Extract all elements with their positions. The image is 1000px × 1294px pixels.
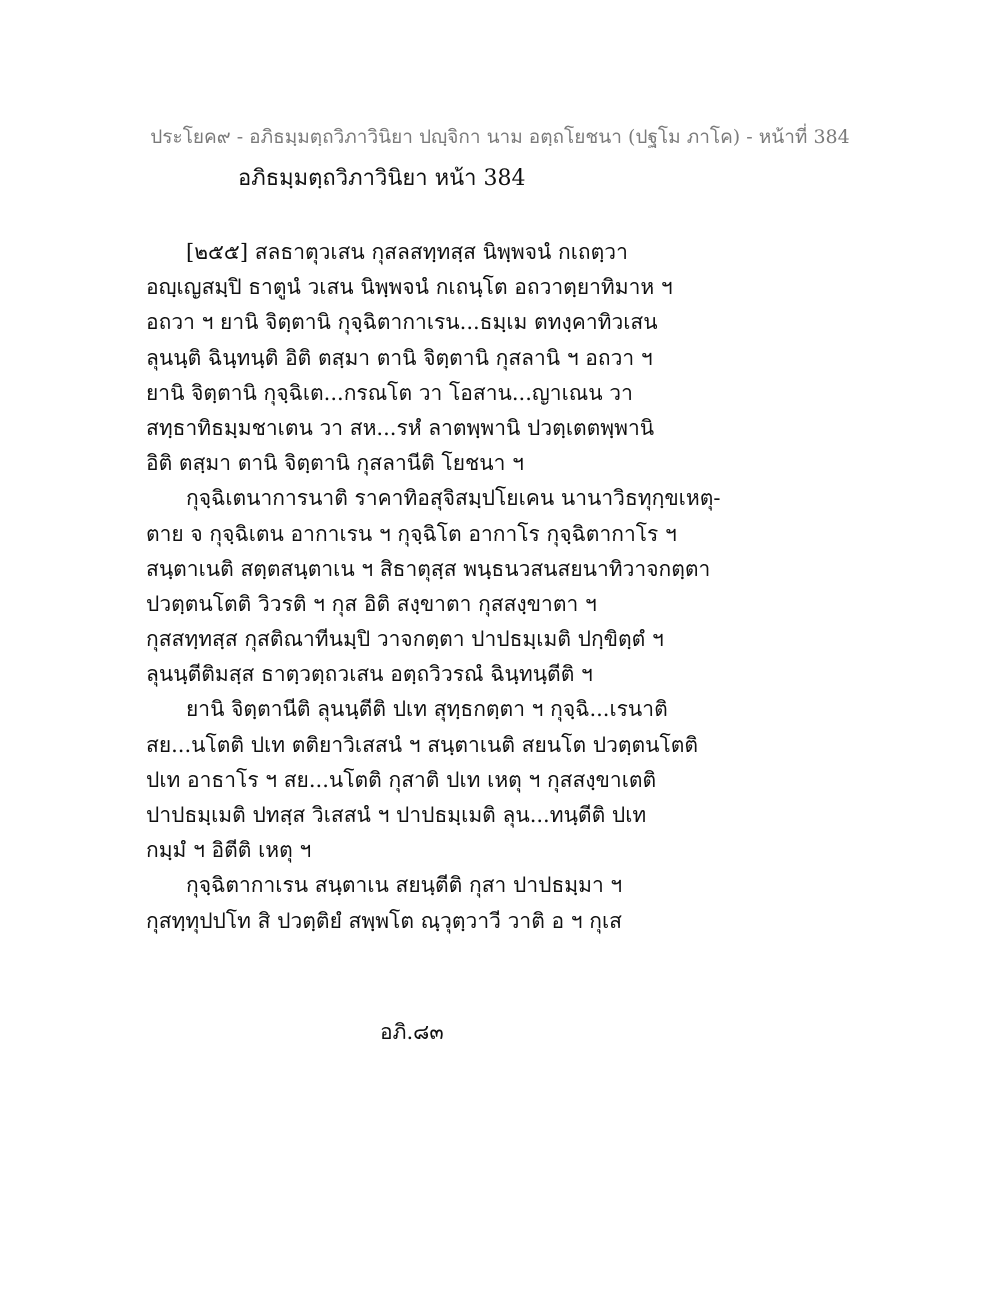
text-line: อิติ ตสฺมา ตานิ จิตฺตานิ กุสลานีติ โยชนา ฯ	[146, 451, 524, 476]
text-line: ปเท อาธาโร ฯ สย...นโตติ กุสาติ ปเท เหตุ ฯ กุสสงฺขาเตติ	[146, 767, 657, 792]
body-text	[146, 235, 721, 939]
text-line: อถวา ฯ ยานิ จิตฺตานิ กุจฺฉิตากาเรน...ธมฺเม ตทงฺคาทิวเสน	[146, 310, 658, 335]
text-line: ลุนนฺตีติมสฺส ธาตฺวตฺถวเสน อตฺถวิวรณํ ฉินฺทนฺตีติ ฯ	[146, 662, 593, 687]
text-line: อญฺเญสมฺปิ ธาตูนํ วเสน นิพฺพจนํ กเถนฺโต อถวาตฺยาทิมาห ฯ	[146, 275, 673, 300]
page-footer-label: อภิ.๘๓	[380, 1020, 444, 1044]
text-line: ยานิ จิตฺตานิ กุจฺฉิเต...กรณโต วา โอสาน...ญาเณน วา	[146, 380, 633, 405]
text-line: กุจฺฉิเตนาการนาติ ราคาทิอสุจิสมฺปโยเคน นานาวิธทุกฺขเหตุ-	[186, 486, 721, 511]
text-line: กุสทฺทุปปโท สิ ปวตฺติยํ สพฺพโต ณฺวุตฺวาวี วาติ อ ฯ กุเส	[146, 908, 622, 933]
text-line: กุจฺฉิตากาเรน สนฺตาเน สยนฺตีติ กุสา ปาปธมฺมา ฯ	[186, 873, 623, 898]
text-line: ลุนนฺติ ฉินฺทนฺติ อิติ ตสฺมา ตานิ จิตฺตานิ กุสลานิ ฯ อถวา ฯ	[146, 345, 653, 370]
page-title: อภิธมฺมตฺถวิภาวินิยา หน้า 384	[238, 166, 526, 191]
text-line: กุสสทฺทสฺส กุสติณาทีนมฺปิ วาจกตฺตา ปาปธมฺเมติ ปกฺขิตฺตํ ฯ	[146, 627, 664, 652]
text-line: สนฺตาเนติ สตฺตสนฺตาเน ฯ สิธาตุสฺส พนฺธนวสนสยนาทิวาจกตฺตา	[146, 556, 711, 581]
text-line: สทฺธาทิธมฺมชาเตน วา สห...รหํ ลาตพฺพานิ ปวตฺเตตพฺพานิ	[146, 415, 655, 440]
text-line: ปวตฺตนโตติ วิวรติ ฯ กุส อิติ สงฺขาตา กุสสงฺขาตา ฯ	[146, 591, 597, 616]
text-line: สย...นโตติ ปเท ตติยาวิเสสนํ ฯ สนฺตาเนติ สยนโต ปวตฺตนโตติ	[146, 732, 699, 757]
running-head: ประโยค๙ - อภิธมฺมตฺถวิภาวินิยา ปญฺจิกา นาม อตฺถโยชนา (ปฐโม ภาโค) - หน้าที่ 384	[150, 126, 850, 148]
text-line: กมฺมํ ฯ อิตีติ เหตุ ฯ	[146, 838, 312, 863]
text-line: ยานิ จิตฺตานีติ ลุนนฺตีติ ปเท สุทฺธกตฺตา ฯ กุจฺฉิ...เรนาติ	[186, 697, 668, 722]
text-line: ปาปธมฺเมติ ปทสฺส วิเสสนํ ฯ ปาปธมฺเมติ ลุน...ทนฺตีติ ปเท	[146, 803, 647, 827]
text-line: ตาย จ กุจฺฉิเตน อากาเรน ฯ กุจฺฉิโต อากาโร กุจฺฉิตากาโร ฯ	[146, 521, 677, 546]
text-line: [๒๕๕] สลธาตุวเสน กุสลสทฺทสฺส นิพฺพจนํ กเถตฺวา	[186, 240, 628, 264]
